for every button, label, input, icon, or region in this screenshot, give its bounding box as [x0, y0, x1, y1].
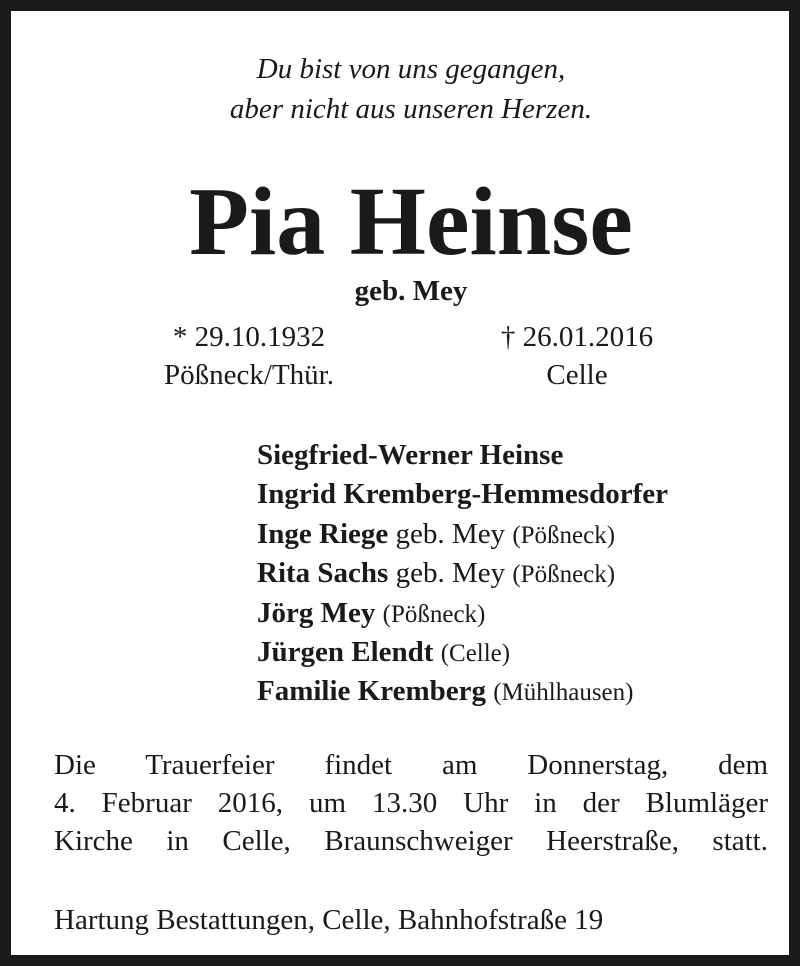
mourner-name: Siegfried-Werner Heinse — [257, 439, 564, 471]
mourner-location: (Mühlhausen) — [493, 679, 634, 707]
mourner-row — [257, 595, 668, 634]
mourner-maiden: geb. Mey — [395, 517, 506, 550]
mourner-row — [257, 476, 668, 515]
mourner-location: (Celle) — [440, 639, 511, 667]
mourner-row — [257, 516, 668, 555]
death-date: † 26.01.2016 — [500, 321, 654, 353]
ceremony-line-3: Kirche in Celle, Braunschweiger Heerstraße, statt. — [54, 825, 768, 857]
mourner-location: (Pößneck) — [512, 561, 616, 589]
mourner-location: (Pößneck) — [382, 600, 486, 628]
mourner-name: Rita Sachs — [257, 557, 389, 590]
mourner-row — [257, 437, 668, 476]
mourner-row — [257, 555, 668, 594]
mourner-name: Ingrid Kremberg-Hemmesdorfer — [257, 478, 668, 511]
mourner-name: Jörg Mey — [257, 596, 376, 629]
mourner-name: Inge Riege — [257, 517, 389, 550]
mourner-row — [257, 634, 668, 673]
ceremony-line-1: Die Trauerfeier findet am Donnerstag, dem — [54, 749, 768, 781]
mourner-name: Familie Kremberg — [257, 675, 486, 708]
verse-line-2: aber nicht aus unseren Herzen. — [229, 93, 593, 125]
mourner-location: (Pößneck) — [512, 521, 616, 549]
ceremony-notice — [54, 746, 768, 860]
deceased-name: Pia Heinse — [189, 168, 633, 276]
mourners-list — [257, 437, 668, 713]
deceased-maiden-name: geb. Mey — [354, 275, 468, 307]
ceremony-line-2: 4. Februar 2016, um 13.30 Uhr in der Blumläger — [54, 787, 768, 819]
mourner-name: Jürgen Elendt — [257, 635, 434, 668]
undertaker-line: Hartung Bestattungen, Celle, Bahnhofstraße 19 — [54, 904, 604, 936]
death-place: Celle — [546, 359, 608, 391]
mourner-row — [257, 673, 668, 712]
birth-place: Pößneck/Thür. — [164, 359, 334, 391]
birth-date: * 29.10.1932 — [172, 321, 326, 353]
mourner-maiden: geb. Mey — [395, 557, 506, 590]
verse-line-1: Du bist von uns gegangen, — [256, 53, 566, 85]
